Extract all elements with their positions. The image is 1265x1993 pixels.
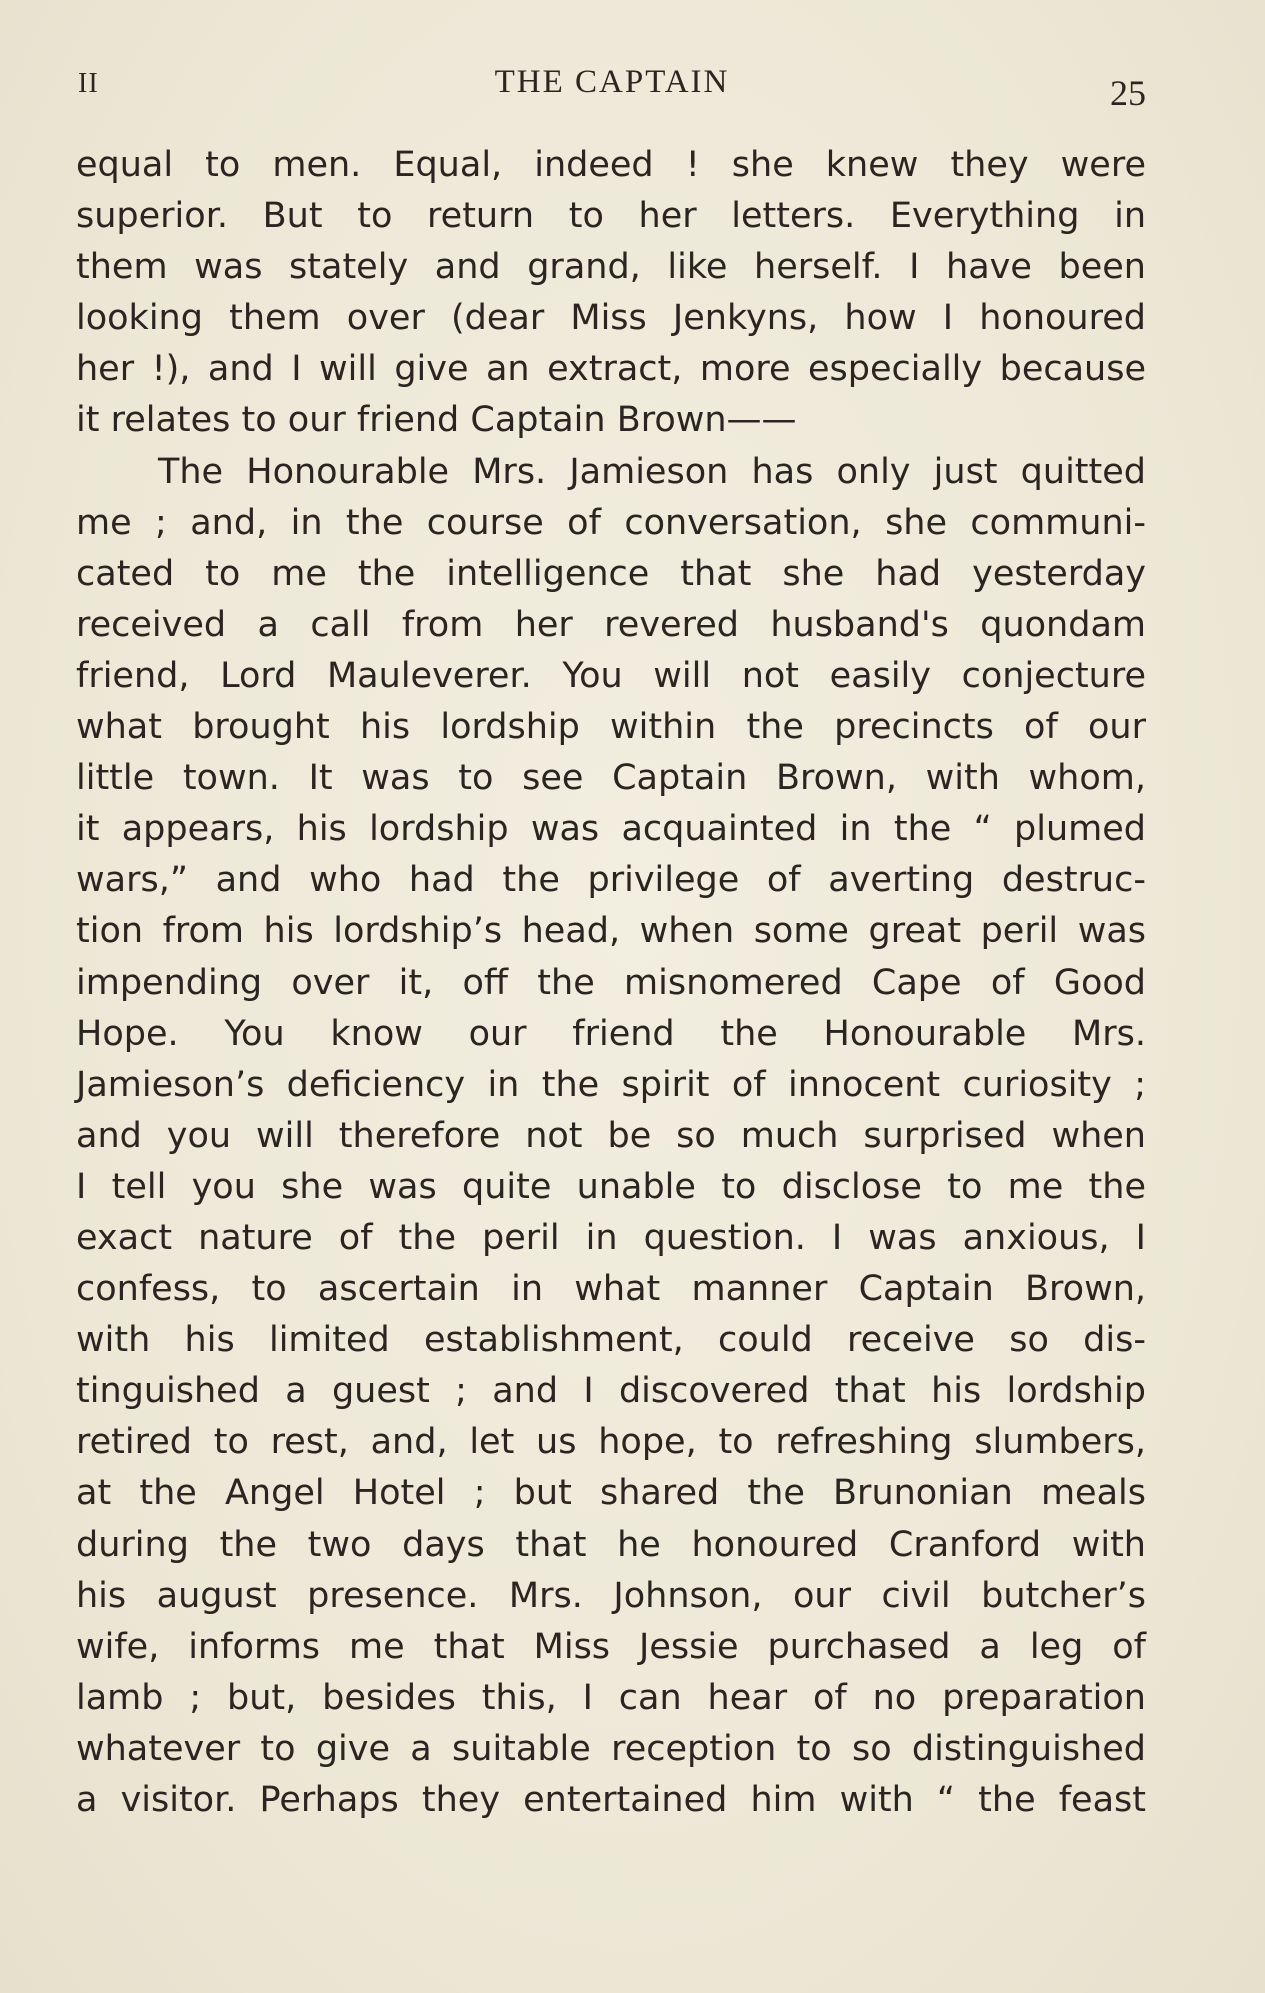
page-header (78, 64, 1146, 113)
text-line: impending over it, off the misnomered Cape of Good (76, 962, 1146, 1003)
page-number: 25 (1110, 73, 1146, 113)
chapter-number: II (78, 68, 99, 99)
text-line: a visitor. Perhaps they entertained him with “ the feast (76, 1780, 1146, 1820)
text-line: confess, to ascertain in what manner Captain Brown, (76, 1269, 1146, 1310)
text-line: and you will therefore not be so much surprised when (76, 1115, 1146, 1156)
text-line: with his limited establishment, could receive so dis- (76, 1320, 1146, 1361)
text-line: retired to rest, and, let us hope, to refreshing slumbers, (76, 1422, 1146, 1463)
text-line: equal to men. Equal, indeed ! she knew they were (76, 145, 1146, 185)
text-line: his august presence. Mrs. Johnson, our civil butcher’s (76, 1575, 1146, 1616)
text-line: The Honourable Mrs. Jamieson has only just quitted (158, 451, 1146, 492)
text-line: tion from his lordship’s head, when some great peril was (76, 911, 1146, 952)
text-line: I tell you she was quite unable to disclose to me the (76, 1166, 1146, 1207)
text-line: wife, informs me that Miss Jessie purchased a leg of (76, 1626, 1146, 1667)
text-line: wars,” and who had the privilege of averting destruc- (76, 860, 1146, 901)
text-line: Jamieson’s deficiency in the spirit of innocent curiosity ; (76, 1064, 1146, 1105)
text-line: superior. But to return to her letters. Everything in (76, 196, 1146, 237)
text-line: looking them over (dear Miss Jenkyns, how I honoured (76, 298, 1146, 339)
text-line: during the two days that he honoured Cranford with (76, 1524, 1146, 1565)
text-line: exact nature of the peril in question. I was anxious, I (76, 1217, 1146, 1258)
text-line: what brought his lordship within the precincts of our (76, 707, 1146, 748)
text-line: whatever to give a suitable reception to so distinguished (76, 1728, 1146, 1769)
text-line: cated to me the intelligence that she had yesterday (76, 553, 1146, 594)
text-line: her !), and I will give an extract, more especially because (76, 349, 1146, 390)
text-line: tinguished a guest ; and I discovered that his lordship (76, 1371, 1146, 1412)
text-line: it relates to our friend Captain Brown—— (76, 400, 797, 441)
text-line: little town. It was to see Captain Brown, with whom, (76, 758, 1146, 799)
text-line: friend, Lord Mauleverer. You will not easily conjecture (76, 655, 1146, 696)
text-line: them was stately and grand, like herself. I have been (76, 247, 1146, 288)
text-line: me ; and, in the course of conversation, she communi- (76, 502, 1146, 543)
text-line: lamb ; but, besides this, I can hear of no preparation (76, 1677, 1146, 1718)
text-line: at the Angel Hotel ; but shared the Brunonian meals (76, 1473, 1146, 1514)
text-line: it appears, his lordship was acquainted in the “ plumed (76, 809, 1146, 850)
body-text (76, 140, 1146, 1826)
running-title: THE CAPTAIN (494, 64, 730, 100)
text-line: Hope. You know our friend the Honourable Mrs. (76, 1013, 1146, 1054)
text-line: received a call from her revered husband's quondam (76, 604, 1146, 645)
